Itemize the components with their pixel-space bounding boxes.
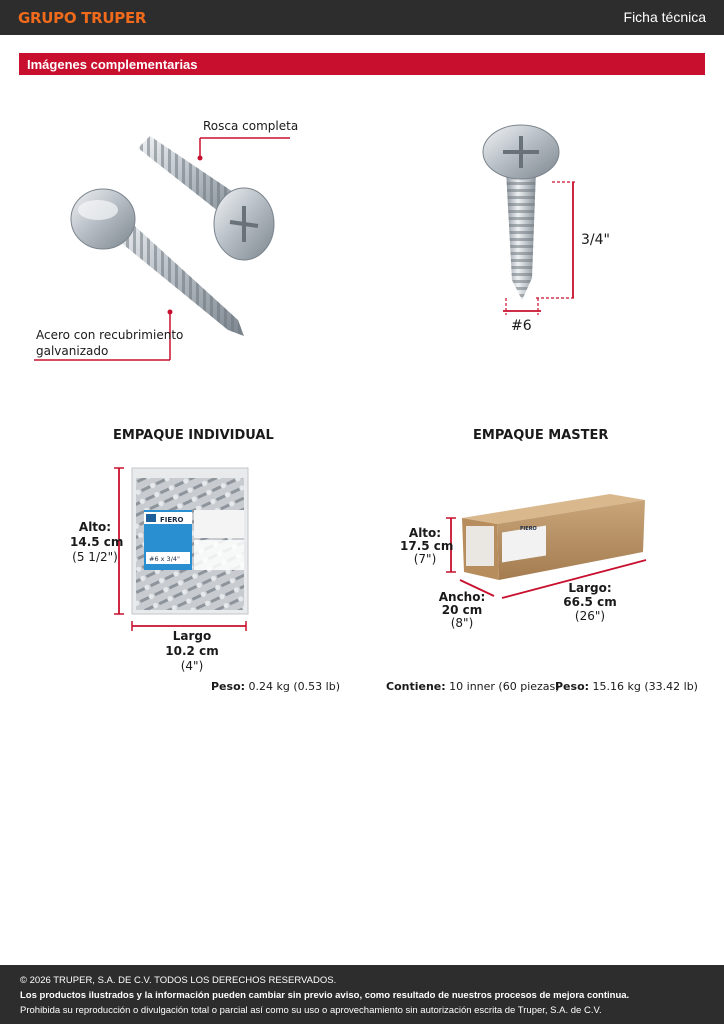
screw-length-label: 3/4" [581,232,610,248]
bag-size-label: #6 x 3/4" [149,555,181,563]
section-title: Imágenes complementarias [27,57,198,72]
box-width-cm: 20 cm [441,603,483,617]
footer-copyright: © 2026 TRUPER, S.A. DE C.V. TODOS LOS DERECHOS RESERVADOS. [20,975,337,986]
material-label-line1: Acero con recubrimiento [36,328,184,342]
box-brand: FIERO [520,526,537,532]
footer-legal: Prohibida su reproducción o divulgación total o parcial así como su uso o aprovechamiento sin autorización escrita de Truper, S.A. de C.V. [20,1005,602,1016]
box-weight-value: 15.16 kg (33.42 lb) [592,680,698,693]
screw-dimensions [483,125,575,315]
box-weight [555,680,698,693]
box-height-cm: 17.5 cm [400,539,454,553]
thread-label: Rosca completa [203,119,299,133]
screw-photo-back [138,136,274,260]
bag-height-in: (5 1/2") [72,550,118,564]
footer-notice: Los productos ilustrados y la información pueden cambiar sin previo aviso, como resultado de nuestros procesos de mejora continua. [20,990,630,1001]
brand-logo: GRUPO TRUPER [18,9,147,27]
bag-weight-label: Peso: [211,680,246,693]
material-label-line2: galvanizado [36,344,109,358]
bag-brand: FIERO [160,516,184,524]
individual-bag [114,468,248,631]
master-pack-heading: EMPAQUE MASTER [473,428,609,443]
box-width-label: Ancho: [438,590,486,604]
bag-height-cm: 14.5 cm [70,535,124,549]
bag-weight-value: 0.24 kg (0.53 lb) [248,680,340,693]
bag-length-cm: 10.2 cm [165,644,219,658]
bag-weight [211,680,340,693]
box-contents-value: 10 inner (60 piezas) [449,680,560,693]
bag-height-label: Alto: [78,520,112,534]
bag-length-label: Largo [172,629,212,643]
box-length-cm: 66.5 cm [563,595,617,609]
box-length-in: (26") [574,609,606,623]
box-contents-label: Contiene: [386,680,446,693]
box-width-in: (8") [450,616,474,630]
box-height-in: (7") [413,552,437,566]
individual-pack-heading: EMPAQUE INDIVIDUAL [113,428,274,443]
box-height-label: Alto: [408,526,442,540]
footer [0,965,724,1024]
bag-length-in: (4") [180,659,204,673]
box-length-label: Largo: [568,581,612,595]
document-type: Ficha técnica [623,9,706,25]
box-contents [386,680,560,693]
screw-gauge-label: #6 [511,318,532,334]
box-weight-label: Peso: [555,680,590,693]
